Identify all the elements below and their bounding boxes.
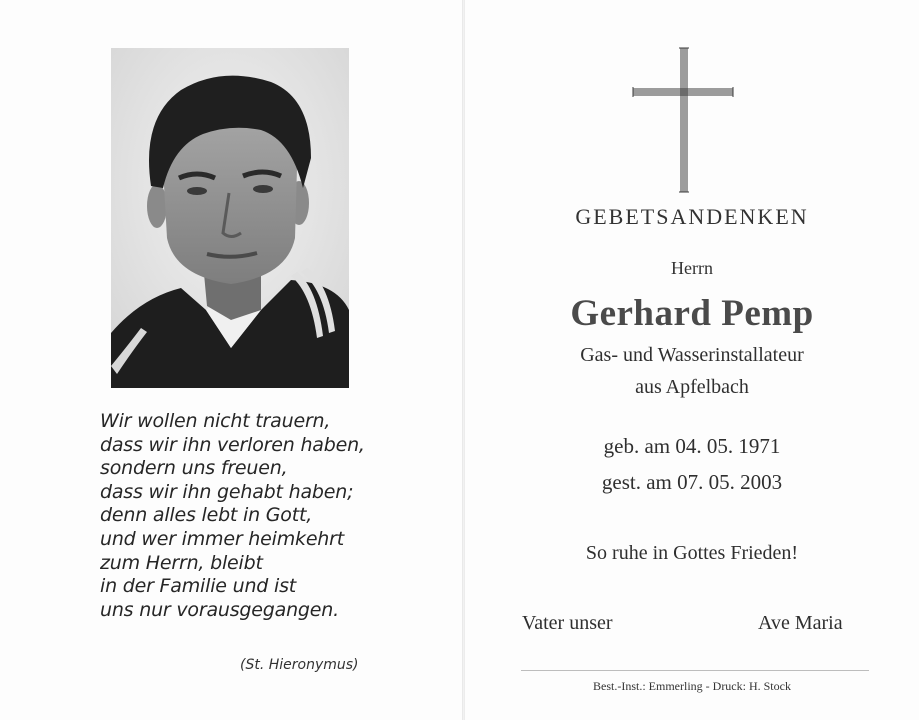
poem-source: (St. Hieronymus)	[240, 657, 359, 673]
card-title: GEBETSANDENKEN	[575, 204, 809, 229]
poem-line: uns nur vorausgegangen.	[100, 598, 339, 621]
deceased-name: Gerhard Pemp	[570, 293, 814, 334]
poem-line: Wir wollen nicht trauern,	[100, 410, 331, 432]
portrait-photo	[111, 48, 349, 388]
cross-icon	[628, 46, 766, 201]
hometown: aus Apfelbach	[635, 376, 749, 398]
prayer-vater-unser: Vater unser	[522, 612, 613, 634]
poem-line: sondern uns freuen,	[100, 457, 288, 480]
blessing: So ruhe in Gottes Frieden!	[585, 542, 799, 564]
divider	[521, 670, 869, 671]
poem-line: in der Familie und ist	[100, 575, 297, 598]
poem-line: zum Herrn, bleibt	[100, 551, 263, 574]
salutation: Herrn	[671, 258, 713, 278]
printer-credits: Best.-Inst.: Emmerling - Druck: H. Stock	[593, 679, 791, 693]
poem-line: dass wir ihn gehabt haben;	[100, 480, 354, 503]
profession: Gas- und Wasserinstallateur	[580, 344, 804, 366]
poem	[100, 410, 430, 622]
prayer-ave-maria: Ave Maria	[758, 612, 843, 634]
poem-line: denn alles lebt in Gott,	[100, 504, 313, 527]
birth-date: geb. am 04. 05. 1971	[603, 434, 781, 458]
poem-line: dass wir ihn verloren haben,	[100, 433, 365, 456]
poem-line: und wer immer heimkehrt	[100, 527, 345, 550]
right-page	[465, 0, 919, 720]
death-date: gest. am 07. 05. 2003	[601, 470, 783, 494]
